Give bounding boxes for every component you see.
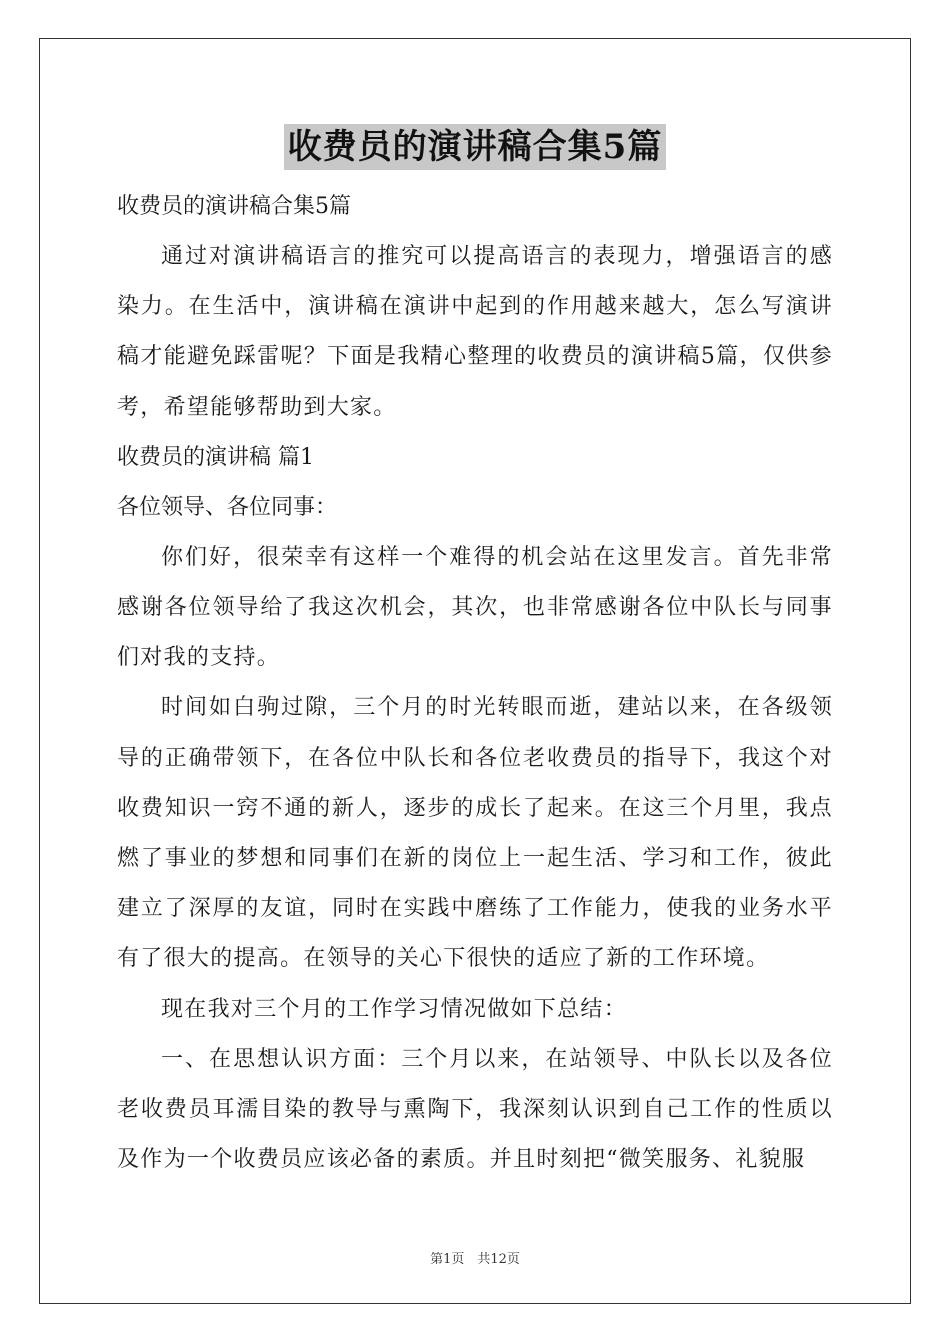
section-heading: 收费员的演讲稿 篇1 [117, 444, 314, 470]
document-title: 收费员的演讲稿合集5篇 [284, 124, 667, 170]
body-paragraph: 一、在思想认识方面：三个月以来，在站领导、中队长以及各位老收费员耳濡目染的教导与熏陶下，我深刻认识到自己工作的性质以及作为一个收费员应该必备的素质。并且时刻把“微笑服务、礼貌服 [117, 1046, 833, 1173]
intro-paragraph: 通过对演讲稿语言的推究可以提高语言的表现力，增强语言的感染力。在生活中，演讲稿在演讲中起到的作用越来越大，怎么写演讲稿才能避免踩雷呢？下面是我精心整理的收费员的演讲稿5篇，仅供参考，希望能够帮助到大家。 [117, 244, 833, 420]
salutation: 各位领导、各位同事： [117, 494, 338, 520]
body-paragraph: 你们好，很荣幸有这样一个难得的机会站在这里发言。首先非常感谢各位领导给了我这次机会，其次，也非常感谢各位中队长与同事们对我的支持。 [117, 544, 833, 671]
page-footer: 第1页 共12页 [430, 1252, 520, 1267]
body-paragraph: 时间如白驹过隙，三个月的时光转眼而逝，建站以来，在各级领导的正确带领下，在各位中队长和各位老收费员的指导下，我这个对收费知识一窍不通的新人，逐步的成长了起来。在这三个月里，我点燃了事业的梦想和同事们在新的岗位上一起生活、学习和工作，彼此建立了深厚的友谊，同时在实践中磨练了工作能力，使我的业务水平有了很大的提高。在领导的关心下很快的适应了新的工作环境。 [117, 695, 833, 972]
document-body [117, 182, 833, 1185]
document-subtitle: 收费员的演讲稿合集5篇 [117, 194, 351, 219]
title-wrap [0, 124, 950, 170]
body-paragraph: 现在我对三个月的工作学习情况做如下总结： [161, 996, 628, 1022]
